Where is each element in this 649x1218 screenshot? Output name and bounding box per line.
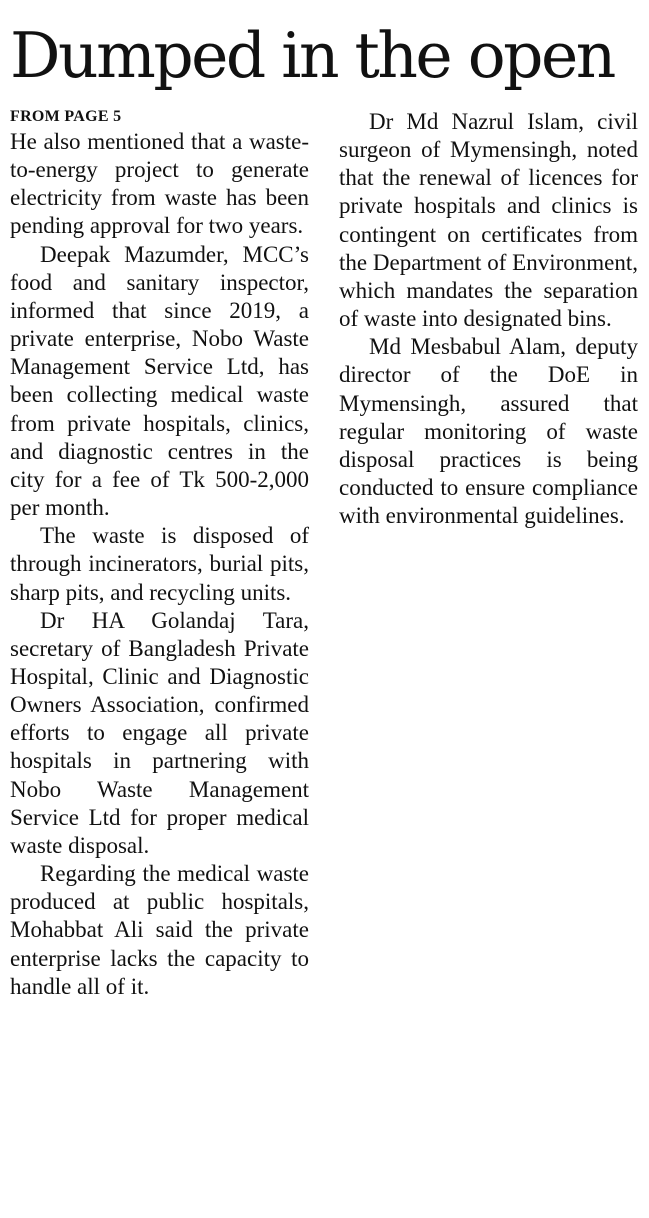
paragraph: Deepak Mazumder, MCC’s food and sanitary inspector, informed that since 2019, a private enterprise, Nobo Waste Management Service Ltd, has been collecting medical waste from private hospitals, clinics, and diagnostic centres in the city for a fee of Tk 500-2,000 per month. [10,241,309,521]
paragraph: Md Mesbabul Alam, deputy director of the DoE in Mymensingh, assured that regular monitoring of waste disposal practices is being conducted to ensure compliance with environmental guidelines. [339,334,638,529]
paragraph: Dr Md Nazrul Islam, civil surgeon of Mymensingh, noted that the renewal of licences for private hospitals and clinics is contingent on certificates from the Department of Environment, which mandates the separation of waste into designated bins. [339,109,638,332]
jump-label: FROM PAGE 5 [10,108,122,125]
left-column [10,106,309,1001]
paragraph: He also mentioned that a waste-to-energy project to generate electricity from waste has been pending approval for two years. [10,129,309,239]
paragraph: The waste is disposed of through incinerators, burial pits, sharp pits, and recycling units. [10,523,309,605]
headline: Dumped in the open [10,19,614,92]
right-column [339,108,638,530]
paragraph: Dr HA Golandaj Tara, secretary of Bangladesh Private Hospital, Clinic and Diagnostic Owners Association, confirmed efforts to engage all private hospitals in partnering with Nobo Waste Management Service Ltd for proper medical waste disposal. [10,607,309,858]
paragraph: Regarding the medical waste produced at public hospitals, Mohabbat Ali said the private enterprise lacks the capacity to handle all of it. [10,861,309,999]
